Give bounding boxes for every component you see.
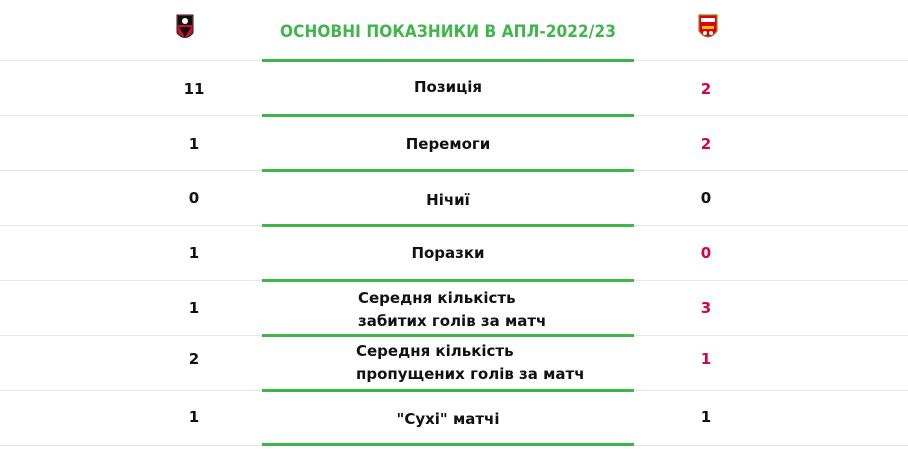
right-value: 1	[700, 350, 712, 368]
stat-label-line: Середня кількість	[358, 289, 516, 307]
stat-label: Поразки	[411, 244, 485, 262]
comparison-header	[0, 0, 908, 60]
green-divider	[262, 334, 634, 337]
arsenal-crest-icon	[697, 13, 719, 48]
stat-label: Нічиї	[426, 191, 470, 209]
left-value: 1	[188, 408, 200, 426]
stat-label: "Сухі" матчі	[396, 410, 500, 428]
stat-label-line: забитих голів за матч	[358, 312, 547, 330]
stat-label: Позиція	[414, 78, 482, 96]
left-value: 1	[188, 135, 200, 153]
right-value: 0	[700, 189, 712, 207]
green-divider	[262, 224, 634, 227]
right-value: 0	[700, 244, 712, 262]
green-divider	[262, 279, 634, 282]
stat-label-line: Середня кількість	[356, 342, 514, 360]
stat-row-losses	[0, 225, 908, 280]
bournemouth-crest-icon	[175, 13, 195, 48]
page-title: ОСНОВНІ ПОКАЗНИКИ В АПЛ-2022/23	[280, 22, 616, 42]
stat-label-line: пропущених голів за матч	[356, 365, 585, 383]
stat-label: Перемоги	[405, 135, 491, 153]
right-value: 3	[700, 299, 712, 317]
left-value: 0	[188, 189, 200, 207]
green-divider	[262, 443, 634, 446]
left-value: 1	[188, 299, 200, 317]
right-value: 2	[700, 80, 712, 98]
left-value: 11	[183, 80, 205, 98]
stat-row-goals-scored	[0, 280, 908, 335]
green-divider	[262, 169, 634, 172]
green-divider	[262, 59, 634, 62]
left-value: 2	[188, 350, 200, 368]
stat-row-position	[0, 60, 908, 115]
stat-label	[358, 287, 618, 333]
stats-table	[0, 60, 908, 446]
right-value: 2	[700, 135, 712, 153]
stat-row-goals-conceded	[0, 335, 908, 390]
stat-label	[356, 340, 616, 386]
stat-row-wins	[0, 115, 908, 170]
green-divider	[262, 389, 634, 392]
left-value: 1	[188, 244, 200, 262]
green-divider	[262, 114, 634, 117]
stat-row-draws	[0, 170, 908, 225]
stat-row-clean-sheets	[0, 390, 908, 446]
right-value: 1	[700, 408, 712, 426]
